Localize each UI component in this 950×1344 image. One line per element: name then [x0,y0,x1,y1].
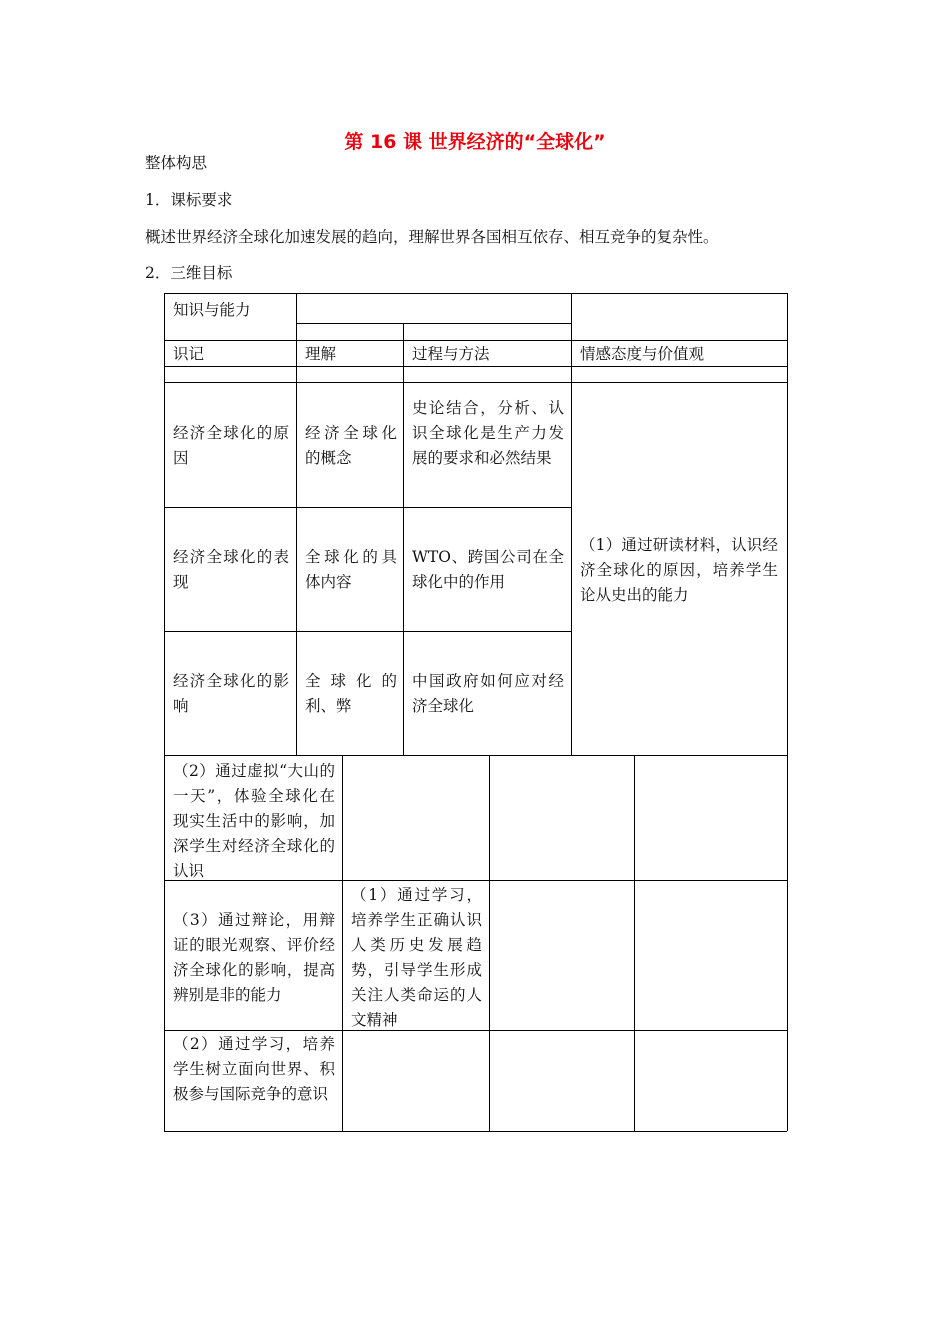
header-knowledge-ability: 知识与能力 [173,301,251,319]
table-cell-r2c1: 经济全球化的表现 [173,548,289,591]
header-understand: 理解 [305,345,337,363]
table-cell-r3c3: 中国政府如何应对经济全球化 [412,672,564,715]
section2-heading: 2．三维目标 [145,264,233,282]
table-cell-affective-1: （1）通过研读材料，认识经济全球化的原因，培养学生论从史出的能力 [580,536,778,604]
table-cell-lower1-c1: （2）通过虚拟“大山的一天”，体验全球化在现实生活中的影响，加深学生对经济全球化的认识 [173,762,335,880]
table-cell-r3c2: 全 球 化 的 利、弊 [305,672,397,715]
table-cell-lower2-c1: （3）通过辩论，用辩证的眼光观察、评价经济全球化的影响，提高辨别是非的能力 [173,911,335,1004]
table-cell-r1c1: 经济全球化的原因 [173,424,289,467]
page-title: 第 16 课 世界经济的“全球化” [344,131,606,153]
table-cell-lower3-c1: （2）通过学习，培养学生树立面向世界、积极参与国际竞争的意识 [173,1035,335,1103]
table-cell-r1c3: 史论结合，分析、认识全球化是生产力发展的要求和必然结果 [412,399,564,467]
header-process-method: 过程与方法 [412,345,490,363]
section1-text: 概述世界经济全球化加速发展的趋向，理解世界各国相互依存、相互竞争的复杂性。 [145,228,719,246]
header-attitude-values: 情感态度与价值观 [580,345,705,363]
header-memorize: 识记 [173,345,205,363]
section1-heading: 1．课标要求 [145,191,233,209]
table-cell-lower2-c2: （1）通过学习，培养学生正确认识人类历史发展趋势，引导学生形成关注人类命运的人文精神 [351,886,482,1029]
table-cell-r2c2: 全球化的具体内容 [305,548,397,591]
overall-heading: 整体构思 [145,154,208,172]
table-cell-r3c1: 经济全球化的影响 [173,672,289,715]
table-cell-r1c2: 经济全球化的概念 [305,424,397,467]
table-cell-r2c3: WTO、跨国公司在全球化中的作用 [412,548,564,591]
